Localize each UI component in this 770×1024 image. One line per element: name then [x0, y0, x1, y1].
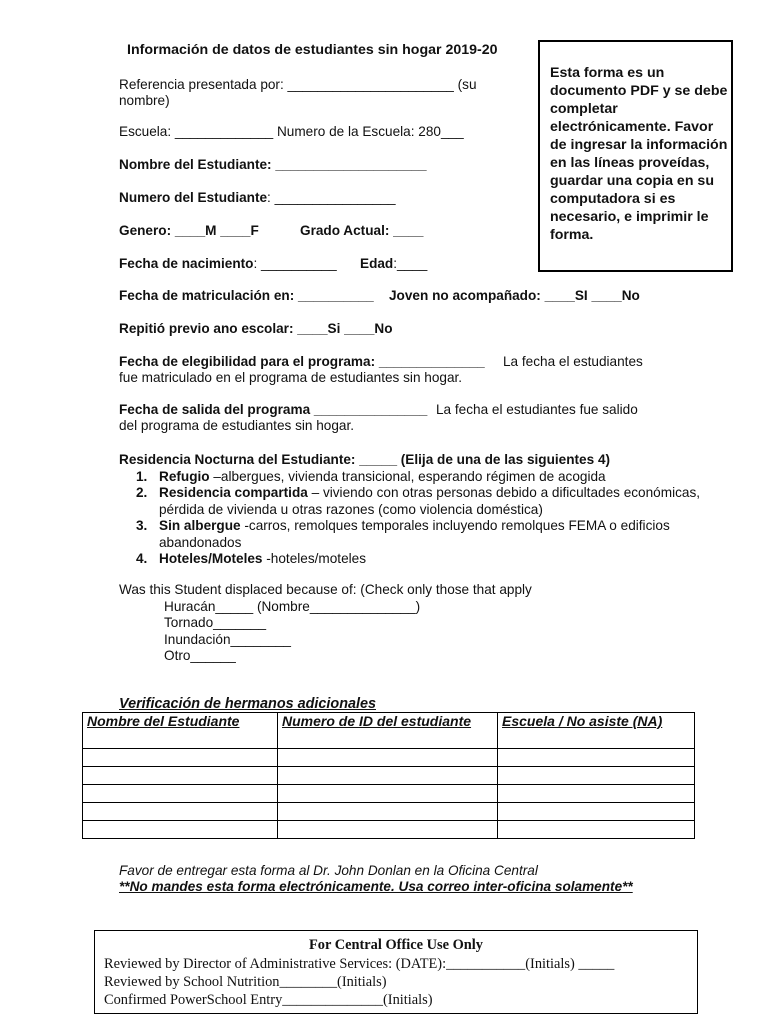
referral-line: Referencia presentada por: ______________________ (su: [119, 77, 477, 92]
birth-line: [119, 256, 337, 271]
siblings-table: [82, 712, 695, 839]
table-cell[interactable]: [83, 749, 278, 767]
option-number: 4.: [136, 551, 148, 566]
enrollment-line: Fecha de matriculación en: __________: [119, 288, 374, 303]
column-header: Escuela / No asiste (NA): [498, 713, 695, 749]
office-review-nutrition: Reviewed by School Nutrition________(Initials): [104, 974, 387, 990]
table-cell[interactable]: [278, 821, 498, 839]
school-line: Escuela: _____________ Numero de la Escuela: 280___: [119, 124, 464, 139]
birth-blank: : __________: [253, 256, 337, 271]
residence-option: [119, 551, 739, 568]
gender-line: Genero: ____M ____F: [119, 223, 259, 238]
table-cell[interactable]: [278, 785, 498, 803]
delivery-instructions: Favor de entregar esta forma al Dr. John Donlan en la Oficina Central: [119, 863, 538, 878]
referral-line-cont: nombre): [119, 93, 170, 108]
option-desc: –albergues, vivienda transicional, esperando régimen de acogida: [209, 468, 606, 484]
instructions-text: Esta forma es un documento PDF y se debe completar electrónicamente. Favor de ingresar la información en las líneas proveídas, guardar una copia en su computadora si es necesario, e imprimir le forma.: [550, 65, 728, 243]
option-desc: – viviendo con otras personas debido a dificultades económicas, pérdida de vivienda u otras razones (como violencia doméstica): [159, 485, 701, 517]
table-cell[interactable]: [278, 749, 498, 767]
office-review-director: Reviewed by Director of Administrative Services: (DATE):___________(Initials) _____: [104, 956, 615, 972]
table-cell[interactable]: [498, 785, 695, 803]
office-use-title: For Central Office Use Only: [309, 937, 483, 953]
table-cell[interactable]: [498, 821, 695, 839]
exit-label: Fecha de salida del programa _______________: [119, 402, 428, 417]
age-label: Edad: [360, 256, 394, 271]
unaccompanied-line: Joven no acompañado: ____SI ____No: [389, 288, 640, 303]
displaced-option-hurricane: Huracán_____ (Nombre______________): [164, 598, 421, 614]
eligibility-label: Fecha de elegibilidad para el programa: ______________: [119, 354, 485, 369]
option-number: 3.: [136, 518, 148, 533]
residence-option: [119, 518, 739, 551]
option-term: Hoteles/Moteles: [159, 551, 263, 566]
table-cell[interactable]: [498, 767, 695, 785]
instructions-box: [538, 40, 733, 272]
eligibility-text-cont: fue matriculado en el programa de estudiantes sin hogar.: [119, 370, 463, 385]
table-cell[interactable]: [83, 785, 278, 803]
residence-heading: Residencia Nocturna del Estudiante: _____ (Elija de una de las siguientes 4): [119, 452, 611, 467]
option-number: 2.: [136, 485, 148, 500]
table-row: [83, 785, 695, 803]
table-cell[interactable]: [498, 749, 695, 767]
displaced-question: Was this Student displaced because of: (Check only those that apply: [119, 582, 532, 597]
student-name-line: Nombre del Estudiante: ____________________: [119, 157, 427, 172]
option-term: Refugio: [159, 468, 210, 484]
student-number-line: [119, 190, 396, 205]
delivery-warning: **No mandes esta forma electrónicamente. Usa correo inter-oficina solamente**: [119, 879, 633, 894]
residence-section: [119, 452, 739, 568]
student-number-blank: : ________________: [267, 190, 396, 205]
table-cell[interactable]: [278, 767, 498, 785]
option-desc: -hoteles/moteles: [262, 551, 367, 566]
birth-label: Fecha de nacimiento: [119, 256, 254, 271]
age-blank: :____: [393, 256, 428, 271]
option-number: 1.: [136, 468, 148, 484]
table-cell[interactable]: [83, 803, 278, 821]
residence-option: [119, 469, 739, 486]
option-term: Residencia compartida: [159, 485, 308, 500]
eligibility-text: La fecha el estudiantes: [503, 354, 643, 369]
column-header: Numero de ID del estudiante: [278, 713, 498, 749]
office-use-box: [94, 930, 698, 1014]
grade-line: Grado Actual: ____: [300, 223, 424, 238]
repeated-line: Repitió previo ano escolar: ____Si ____No: [119, 321, 393, 336]
table-row: [83, 803, 695, 821]
displaced-option-tornado: Tornado_______: [164, 615, 267, 630]
table-cell[interactable]: [278, 803, 498, 821]
table-row: [83, 749, 695, 767]
table-row: [83, 767, 695, 785]
table-cell[interactable]: [498, 803, 695, 821]
exit-text-cont: del programa de estudiantes sin hogar.: [119, 418, 355, 433]
age-line: [360, 256, 427, 271]
form-title: Información de datos de estudiantes sin hogar 2019-20: [127, 42, 498, 58]
exit-text: La fecha el estudiantes fue salido: [436, 402, 638, 417]
table-header-row: [83, 713, 695, 749]
student-number-label: Numero del Estudiante: [119, 190, 268, 205]
residence-option: [119, 485, 739, 518]
table-cell[interactable]: [83, 821, 278, 839]
siblings-heading: Verificación de hermanos adicionales: [119, 696, 376, 712]
column-header: Nombre del Estudiante: [83, 713, 278, 749]
table-cell[interactable]: [83, 767, 278, 785]
option-desc: -carros, remolques temporales incluyendo remolques FEMA o edificios abandonados: [159, 518, 670, 550]
option-term: Sin albergue: [159, 518, 241, 533]
table-row: [83, 821, 695, 839]
displaced-option-flood: Inundación________: [164, 631, 291, 647]
office-powerschool-entry: Confirmed PowerSchool Entry______________(Initials): [104, 992, 433, 1008]
displaced-section: [119, 582, 532, 665]
displaced-option-other: Otro______: [164, 648, 236, 663]
